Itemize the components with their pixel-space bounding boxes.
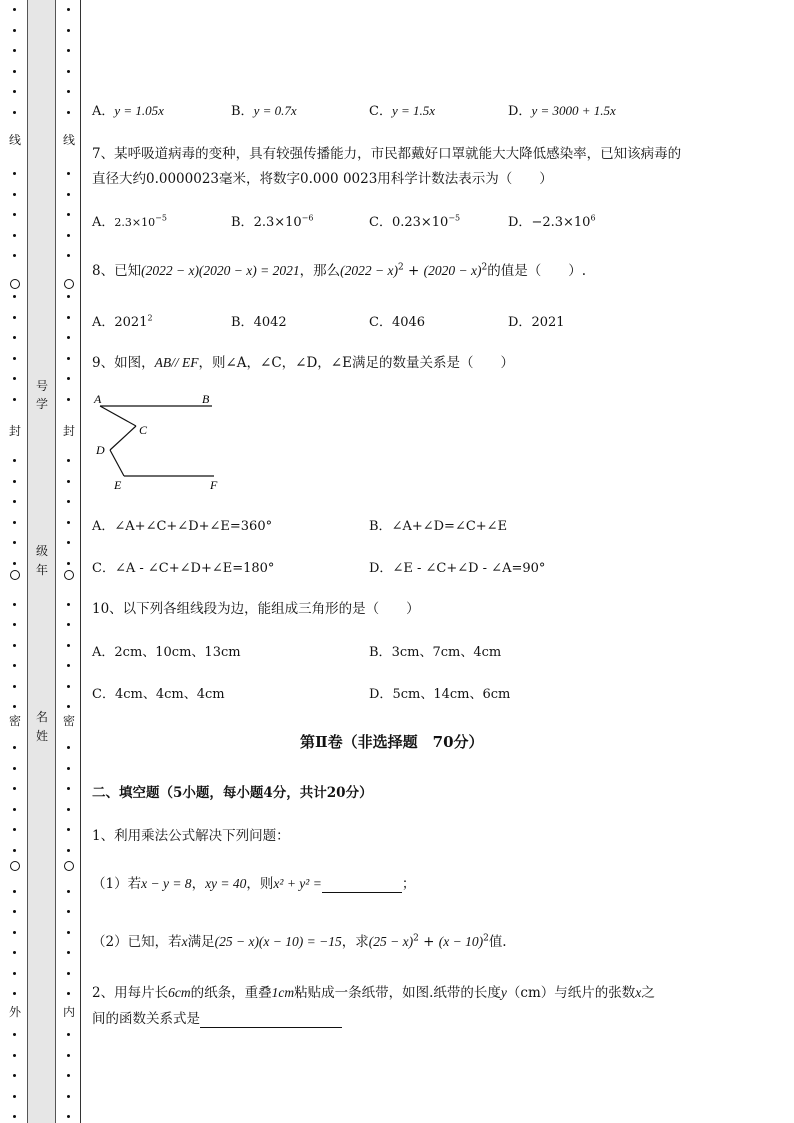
outer-label-xian: 线 [8, 133, 21, 147]
q7-option-c: C．$0.23\times 10^{-5}$ [369, 213, 461, 230]
q7-option-b: B．$2.3\times 10^{-6}$ [231, 213, 314, 230]
seal-dot [67, 357, 70, 360]
seal-circle [64, 861, 74, 871]
seal-dot [13, 336, 16, 339]
seal-circle [64, 279, 74, 289]
q7-stem-line-2: 直径大约0.0000023毫米，将数字0.000 0023用科学计数法表示为（ ） [92, 171, 553, 187]
q9-stem: 9、如图，AB// EF，则∠A，∠C，∠D，∠E满足的数量关系是（ ） [92, 355, 514, 371]
seal-dot [67, 664, 70, 667]
seal-dot [13, 521, 16, 524]
seal-dot [67, 951, 70, 954]
seal-dot [67, 623, 70, 626]
q9-option-d: D．∠E - ∠C+∠D - ∠A=90° [369, 561, 546, 576]
seal-dot [67, 336, 70, 339]
seal-dot [13, 8, 16, 11]
seal-dot [67, 910, 70, 913]
seal-dot [13, 603, 16, 606]
seal-dot [13, 767, 16, 770]
seal-circle [10, 861, 20, 871]
inner-label-nei: 内 [62, 1005, 75, 1019]
outer-label-mi: 密 [8, 714, 21, 728]
seal-dot [13, 480, 16, 483]
seal-dot [13, 644, 16, 647]
q6-option-b: B．y = 0.7x [231, 103, 297, 119]
seal-dot [67, 70, 70, 73]
seal-dot [13, 398, 16, 401]
seal-dot [67, 1115, 70, 1118]
seal-dot [67, 193, 70, 196]
seal-circle [10, 570, 20, 580]
seal-dot [67, 603, 70, 606]
seal-dot [67, 377, 70, 380]
seal-dot [67, 172, 70, 175]
seal-dot [13, 357, 16, 360]
seal-dot [67, 90, 70, 93]
seal-dot [13, 1095, 16, 1098]
seal-dot [13, 172, 16, 175]
segment-ac [100, 406, 136, 426]
seal-dot [13, 49, 16, 52]
seal-dot [67, 562, 70, 565]
part-2-title: 第Ⅱ卷（非选择题 70分） [300, 733, 484, 751]
seal-dot [13, 562, 16, 565]
q7-stem-line-1: 7、某呼吸道病毒的变种，具有较强传播能力，市民都戴好口罩就能大大降低感染率，已知该病毒的 [92, 146, 682, 162]
outer-label-wai: 外 [8, 1005, 21, 1019]
seal-dot [67, 480, 70, 483]
seal-dot [67, 828, 70, 831]
seal-dot [67, 521, 70, 524]
field-grade-char-1: 级 [35, 544, 48, 558]
q8-option-b: B．4042 [231, 315, 287, 330]
f2-answer-blank[interactable] [200, 1011, 342, 1028]
seal-dot [67, 685, 70, 688]
seal-dot [67, 1095, 70, 1098]
inner-label-feng: 封 [62, 424, 75, 438]
seal-dot [67, 849, 70, 852]
f1-sub-2: （2）已知，若x满足(25 − x)(x − 10) = −15，求$(25 - x)^2 + (x - 10)^2$值. [92, 933, 507, 950]
seal-dot [13, 234, 16, 237]
f2-line-2: 间的函数关系式是 [92, 1007, 342, 1028]
seal-dot [67, 890, 70, 893]
seal-dot [13, 931, 16, 934]
seal-dot [13, 541, 16, 544]
seal-dot [13, 111, 16, 114]
q7-option-d: D．$-2.3\times 10^6$ [508, 213, 596, 230]
q9-option-a: A．∠A+∠C+∠D+∠E=360° [92, 519, 273, 534]
seal-dot [67, 213, 70, 216]
f1-stem: 1、利用乘法公式解决下列问题： [92, 828, 290, 844]
q9-parallel-lines-figure [90, 390, 230, 495]
seal-dot [13, 787, 16, 790]
label-f: F [210, 478, 218, 492]
q6-option-c: C．y = 1.5x [369, 103, 436, 119]
seal-dot [13, 623, 16, 626]
seal-dot [13, 705, 16, 708]
seal-dot [13, 295, 16, 298]
seal-dot [13, 1054, 16, 1057]
seal-dot [13, 500, 16, 503]
seal-dot [67, 49, 70, 52]
seal-dot [67, 111, 70, 114]
seal-dot [67, 1054, 70, 1057]
seal-dot [67, 1033, 70, 1036]
seal-dot [13, 664, 16, 667]
seal-dot [13, 890, 16, 893]
seal-dot [13, 193, 16, 196]
seal-circle [10, 279, 20, 289]
q9-option-c: C．∠A - ∠C+∠D+∠E=180° [92, 561, 275, 576]
seal-dot [67, 767, 70, 770]
q7-option-a: A．$2.3\times 10^{-5}$ [92, 213, 167, 230]
label-d: D [96, 443, 105, 457]
seal-dot [67, 295, 70, 298]
seal-dot [13, 213, 16, 216]
q8-stem: 8、已知(2022 − x)(2020 − x) = 2021，那么$(2022 - x)^2 + (2020 - x)^2$的值是（ ）. [92, 262, 586, 279]
seal-dot [13, 951, 16, 954]
seal-dot [67, 787, 70, 790]
seal-dot [13, 70, 16, 73]
q10-stem: 10、以下列各组线段为边，能组成三角形的是（ ） [92, 601, 420, 617]
seal-dot [67, 705, 70, 708]
q9-option-b: B．∠A+∠D=∠C+∠E [369, 519, 508, 534]
seal-dot [67, 644, 70, 647]
segment-cd [110, 426, 136, 450]
seal-dot [67, 541, 70, 544]
seal-dot [13, 1115, 16, 1118]
seal-circle [64, 570, 74, 580]
field-student-id-char-2: 学 [35, 397, 48, 411]
inner-label-xian: 线 [62, 133, 75, 147]
segment-de [110, 450, 124, 476]
seal-dot [67, 316, 70, 319]
seal-dot [67, 459, 70, 462]
field-grade-char-2: 年 [35, 563, 48, 577]
seal-dot [67, 398, 70, 401]
seal-dot [13, 254, 16, 257]
q8-option-a: A．2021$^2$ [92, 313, 153, 330]
seal-dot [13, 316, 16, 319]
q10-option-c: C．4cm、4cm、4cm [92, 687, 225, 702]
q8-option-c: C．4046 [369, 315, 426, 330]
seal-dot [13, 685, 16, 688]
field-name-char-1: 名 [35, 710, 48, 724]
seal-dot [13, 377, 16, 380]
label-a: A [94, 392, 102, 406]
margin-border-line [80, 0, 81, 1123]
seal-dot [67, 746, 70, 749]
seal-dot [67, 500, 70, 503]
seal-dot [67, 992, 70, 995]
seal-dot [67, 254, 70, 257]
q10-option-a: A．2cm、10cm、13cm [92, 645, 241, 660]
seal-dot [13, 849, 16, 852]
q10-option-b: B．3cm、7cm、4cm [369, 645, 502, 660]
seal-dot [67, 234, 70, 237]
seal-dot [67, 808, 70, 811]
seal-dot [13, 459, 16, 462]
q10-option-d: D．5cm、14cm、6cm [369, 687, 511, 702]
section-2-heading: 二、填空题（5小题，每小题4分，共计20分） [92, 785, 373, 801]
seal-dot [13, 828, 16, 831]
inner-label-mi: 密 [62, 714, 75, 728]
seal-dot [13, 746, 16, 749]
f1-sub-1-answer-blank[interactable] [322, 876, 402, 893]
seal-dot [13, 29, 16, 32]
seal-dot [13, 90, 16, 93]
q6-option-d: D．y = 3000 + 1.5x [508, 103, 616, 119]
f2-line-1: 2、用每片长6cm的纸条，重叠1cm粘贴成一条纸带，如图.纸带的长度y（cm）与纸片的张数x之 [92, 985, 655, 1001]
outer-dotted-seal-line [10, 0, 20, 1123]
seal-dot [67, 29, 70, 32]
field-name-char-2: 姓 [35, 729, 48, 743]
field-student-id-char-1: 号 [35, 379, 48, 393]
q8-option-d: D．2021 [508, 315, 565, 330]
label-e: E [114, 478, 122, 492]
seal-dot [13, 1033, 16, 1036]
outer-label-feng: 封 [8, 424, 21, 438]
f1-sub-1: （1）若x − y = 8，xy = 40，则x² + y² = ； [92, 876, 416, 892]
q6-option-a: A．y = 1.05x [92, 103, 164, 119]
seal-dot [13, 992, 16, 995]
seal-dot [67, 8, 70, 11]
label-b: B [202, 392, 210, 406]
seal-dot [13, 910, 16, 913]
seal-dot [67, 972, 70, 975]
seal-dot [13, 972, 16, 975]
seal-dot [67, 1074, 70, 1077]
label-c: C [139, 423, 148, 437]
seal-dot [13, 808, 16, 811]
seal-dot [67, 931, 70, 934]
seal-dot [13, 1074, 16, 1077]
inner-dotted-seal-line [64, 0, 74, 1123]
